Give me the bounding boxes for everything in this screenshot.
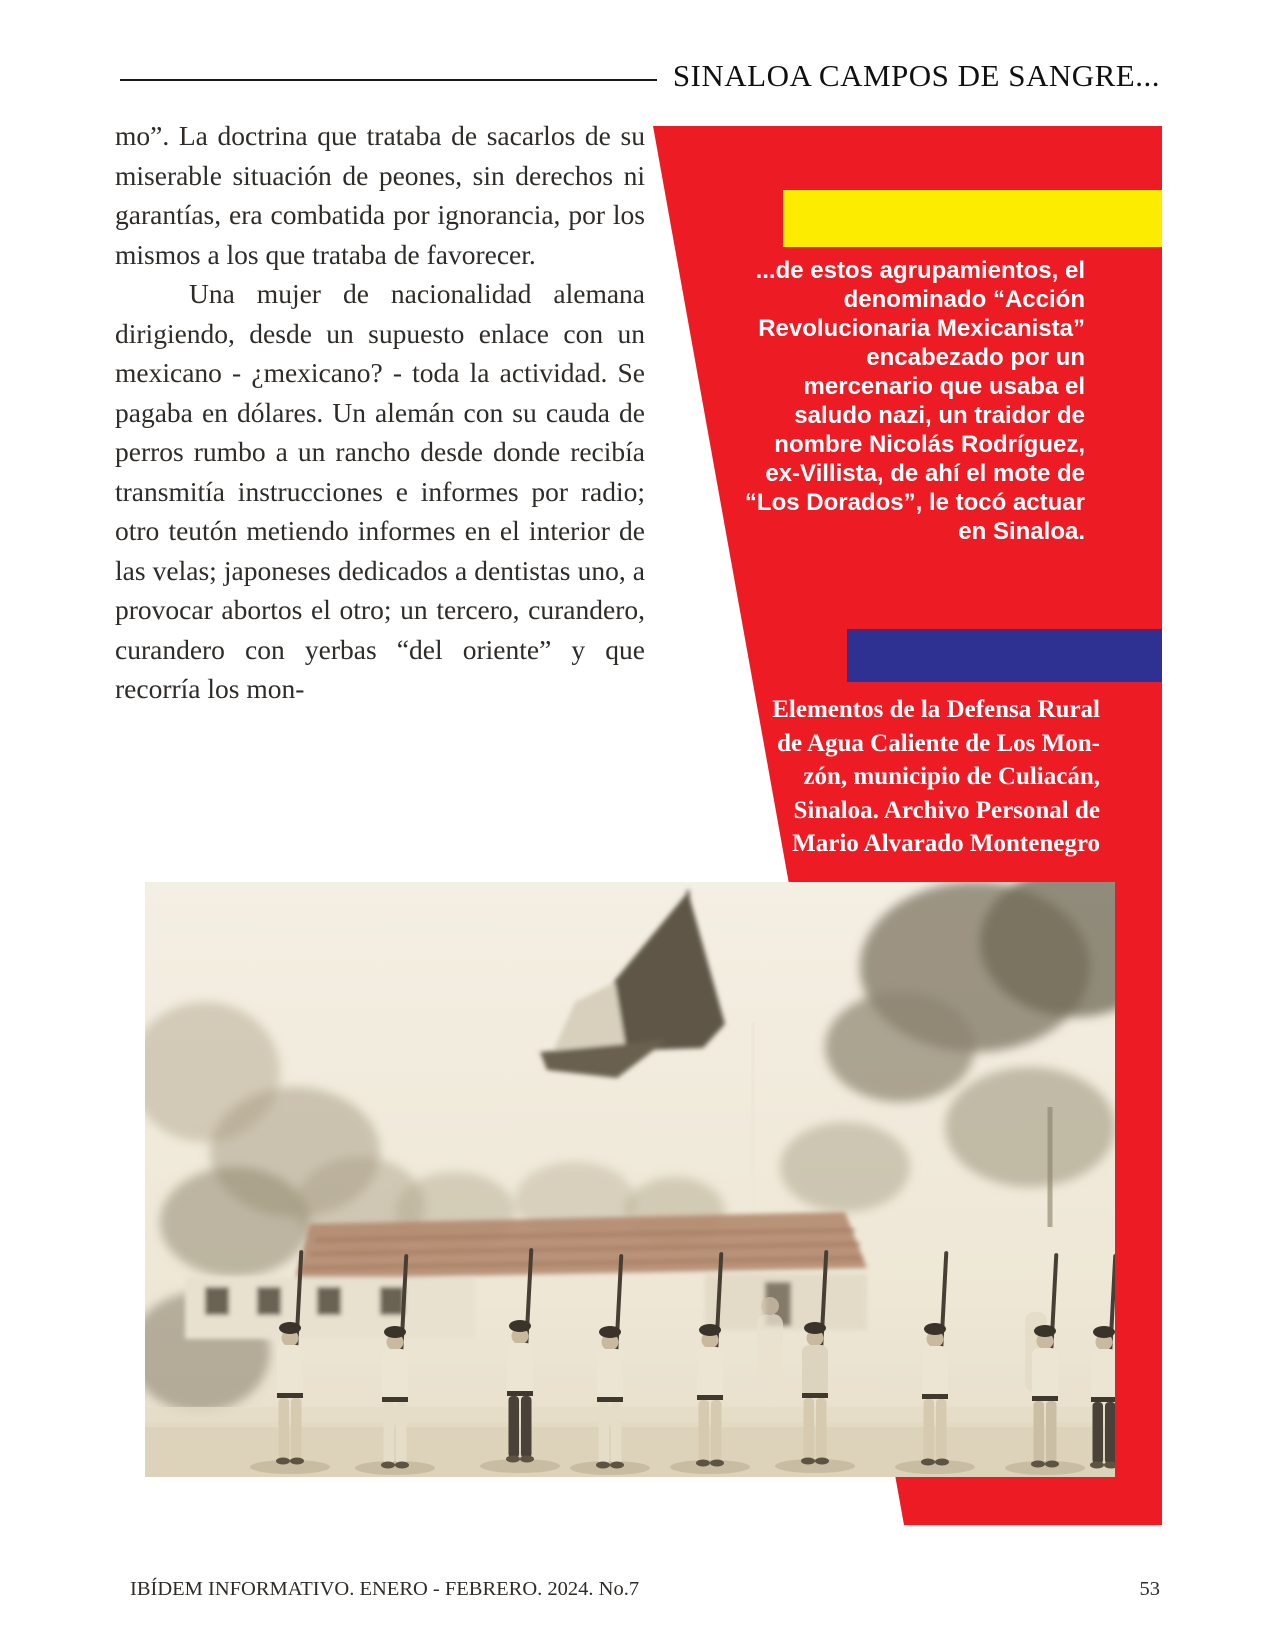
pull-quote-line: en Sinaloa. — [958, 518, 1085, 545]
photo-caption — [700, 693, 1100, 861]
pull-quote — [665, 256, 1085, 546]
page-title: SINALOA CAMPOS DE SANGRE... — [672, 58, 1160, 93]
footer-page-number: 53 — [1139, 1578, 1160, 1600]
pull-quote-line: nombre Nicolás Rodríguez, — [774, 431, 1085, 458]
photo-caption-line: zón, municipio de Culiacán, — [803, 763, 1100, 790]
photo-illustration — [145, 882, 1115, 1477]
blue-accent-bar — [847, 629, 1162, 682]
photo-caption-line: de Agua Caliente de Los Mon- — [777, 729, 1100, 757]
photo-caption-line: Mario Alvarado Montenegro — [792, 830, 1100, 857]
body-paragraph-2: Una mujer de nacionalidad alemana dirigiendo, desde un supuesto enlace con un mexicano - ¿mexicano? - toda la actividad. Se pagaba en dólares. Un alemán con su cauda de perros rumbo a un rancho desde donde recibía transmitía instrucciones e informes por radio; otro teutón metiendo informes en el interior de las velas; japoneses dedicados a dentistas uno, a provocar abortos el otro; un tercero, curandero, curandero con yerbas “del oriente” y que recorría los mon- — [115, 278, 645, 704]
header-rule — [120, 79, 657, 81]
historic-photo — [145, 882, 1115, 1477]
pull-quote-line: mercenario que usaba el — [803, 373, 1085, 400]
pull-quote-line: denominado “Acción — [843, 286, 1085, 313]
yellow-accent-bar — [783, 190, 1162, 247]
photo-caption-line: Elementos de la Defensa Rural — [772, 696, 1100, 723]
footer-journal: IBÍDEM INFORMATIVO. ENERO - FEBRERO. 2024. No.7 — [130, 1578, 640, 1600]
page-footer — [130, 1578, 1160, 1601]
photo-caption-line: Sinaloa. Archivo Personal de — [793, 796, 1100, 824]
pull-quote-line: ...de estos agrupamientos, el — [755, 257, 1085, 284]
pull-quote-line: encabezado por un — [866, 344, 1085, 371]
pull-quote-line: “Los Dorados”, le tocó actuar — [744, 489, 1085, 516]
pull-quote-line: Revolucionaria Mexicanista” — [758, 315, 1085, 342]
pull-quote-line: saludo nazi, un traidor de — [794, 402, 1085, 429]
page-header — [120, 58, 1160, 94]
article-body — [115, 116, 645, 709]
pull-quote-line: ex-Villista, de ahí el mote de — [765, 460, 1085, 487]
body-paragraph-1: mo”. La doctrina que trataba de sacarlos de su miserable situación de peones, sin derechos ni garantías, era combatida por ignorancia, por los mismos a los que trataba de favorecer. — [115, 120, 645, 270]
